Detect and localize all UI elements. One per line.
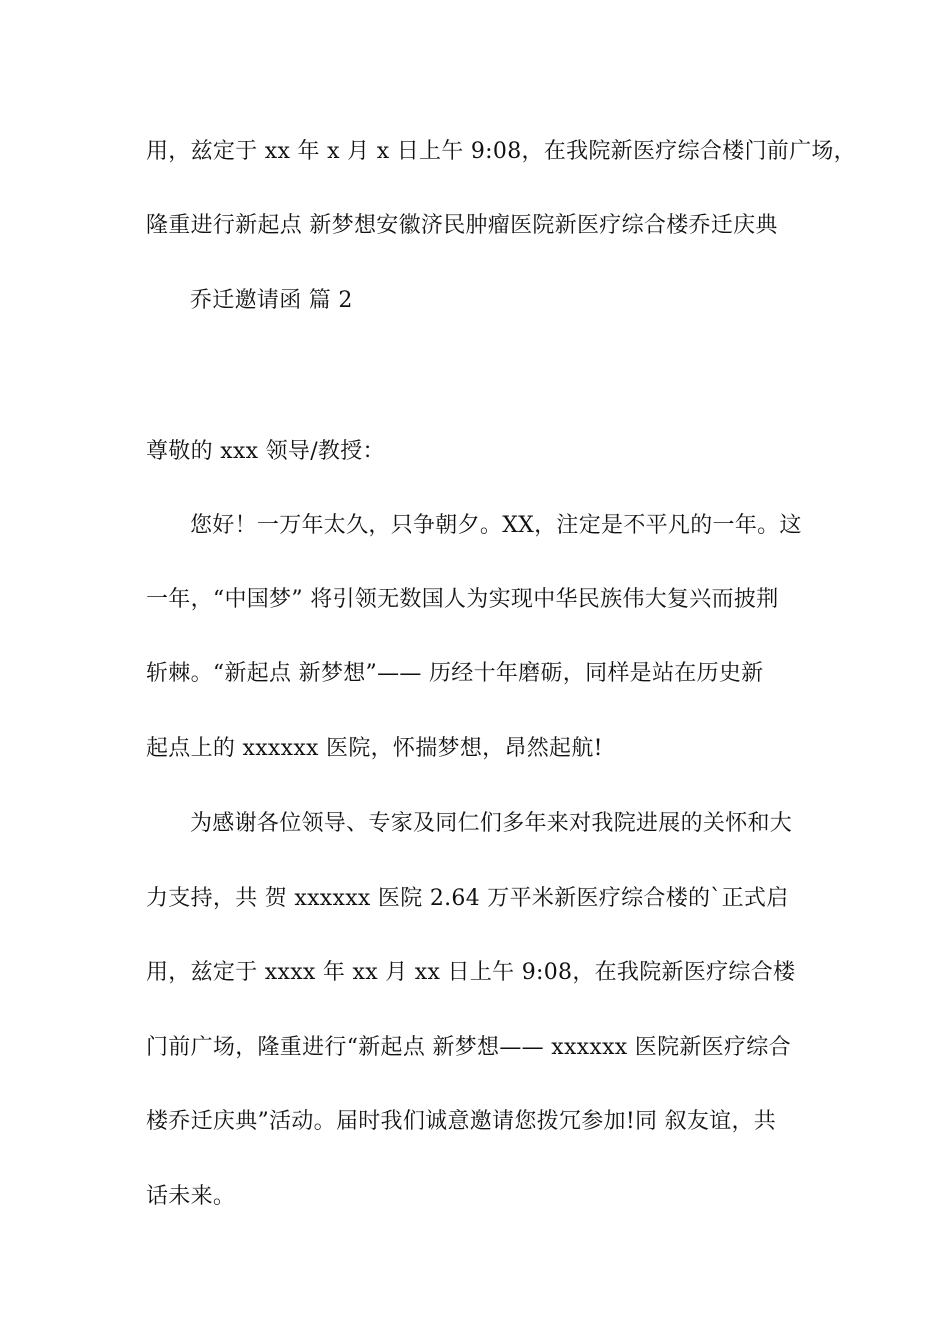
- paragraph-line: 起点上的 xxxxxx 医院，怀揣梦想，昂然起航!: [146, 736, 603, 761]
- paragraph-line: 话未来。: [146, 1184, 236, 1209]
- paragraph-line: 用，兹定于 xx 年 x 月 x 日上午 9:08，在我院新医疗综合楼门前广场，: [146, 139, 856, 164]
- paragraph-line: 用，兹定于 xxxx 年 xx 月 xx 日上午 9:08，在我院新医疗综合楼: [146, 960, 796, 985]
- paragraph-line: 为感谢各位领导、专家及同仁们多年来对我院进展的关怀和大: [190, 811, 793, 836]
- paragraph-line: 楼乔迁庆典”活动。届时我们诚意邀请您拨冗参加!同 叙友谊，共: [146, 1109, 777, 1134]
- paragraph-line: 隆重进行新起点 新梦想安徽济民肿瘤医院新医疗综合楼乔迁庆典: [146, 213, 778, 238]
- paragraph-line: 您好！一万年太久，只争朝夕。XX，注定是不平凡的一年。这: [190, 513, 802, 538]
- paragraph-line: 斩棘。“新起点 新梦想”—— 历经十年磨砺，同样是站在历史新: [146, 661, 764, 686]
- section-heading: 乔迁邀请函 篇 2: [190, 288, 353, 313]
- paragraph-line: 力支持，共 贺 xxxxxx 医院 2.64 万平米新医疗综合楼的`正式启: [146, 886, 789, 911]
- paragraph-line: 一年，“中国梦” 将引领无数国人为实现中华民族伟大复兴而披荆: [146, 587, 779, 612]
- salutation: 尊敬的 xxx 领导/教授：: [146, 439, 385, 464]
- paragraph-line: 门前广场，隆重进行“新起点 新梦想—— xxxxxx 医院新医疗综合: [146, 1035, 791, 1060]
